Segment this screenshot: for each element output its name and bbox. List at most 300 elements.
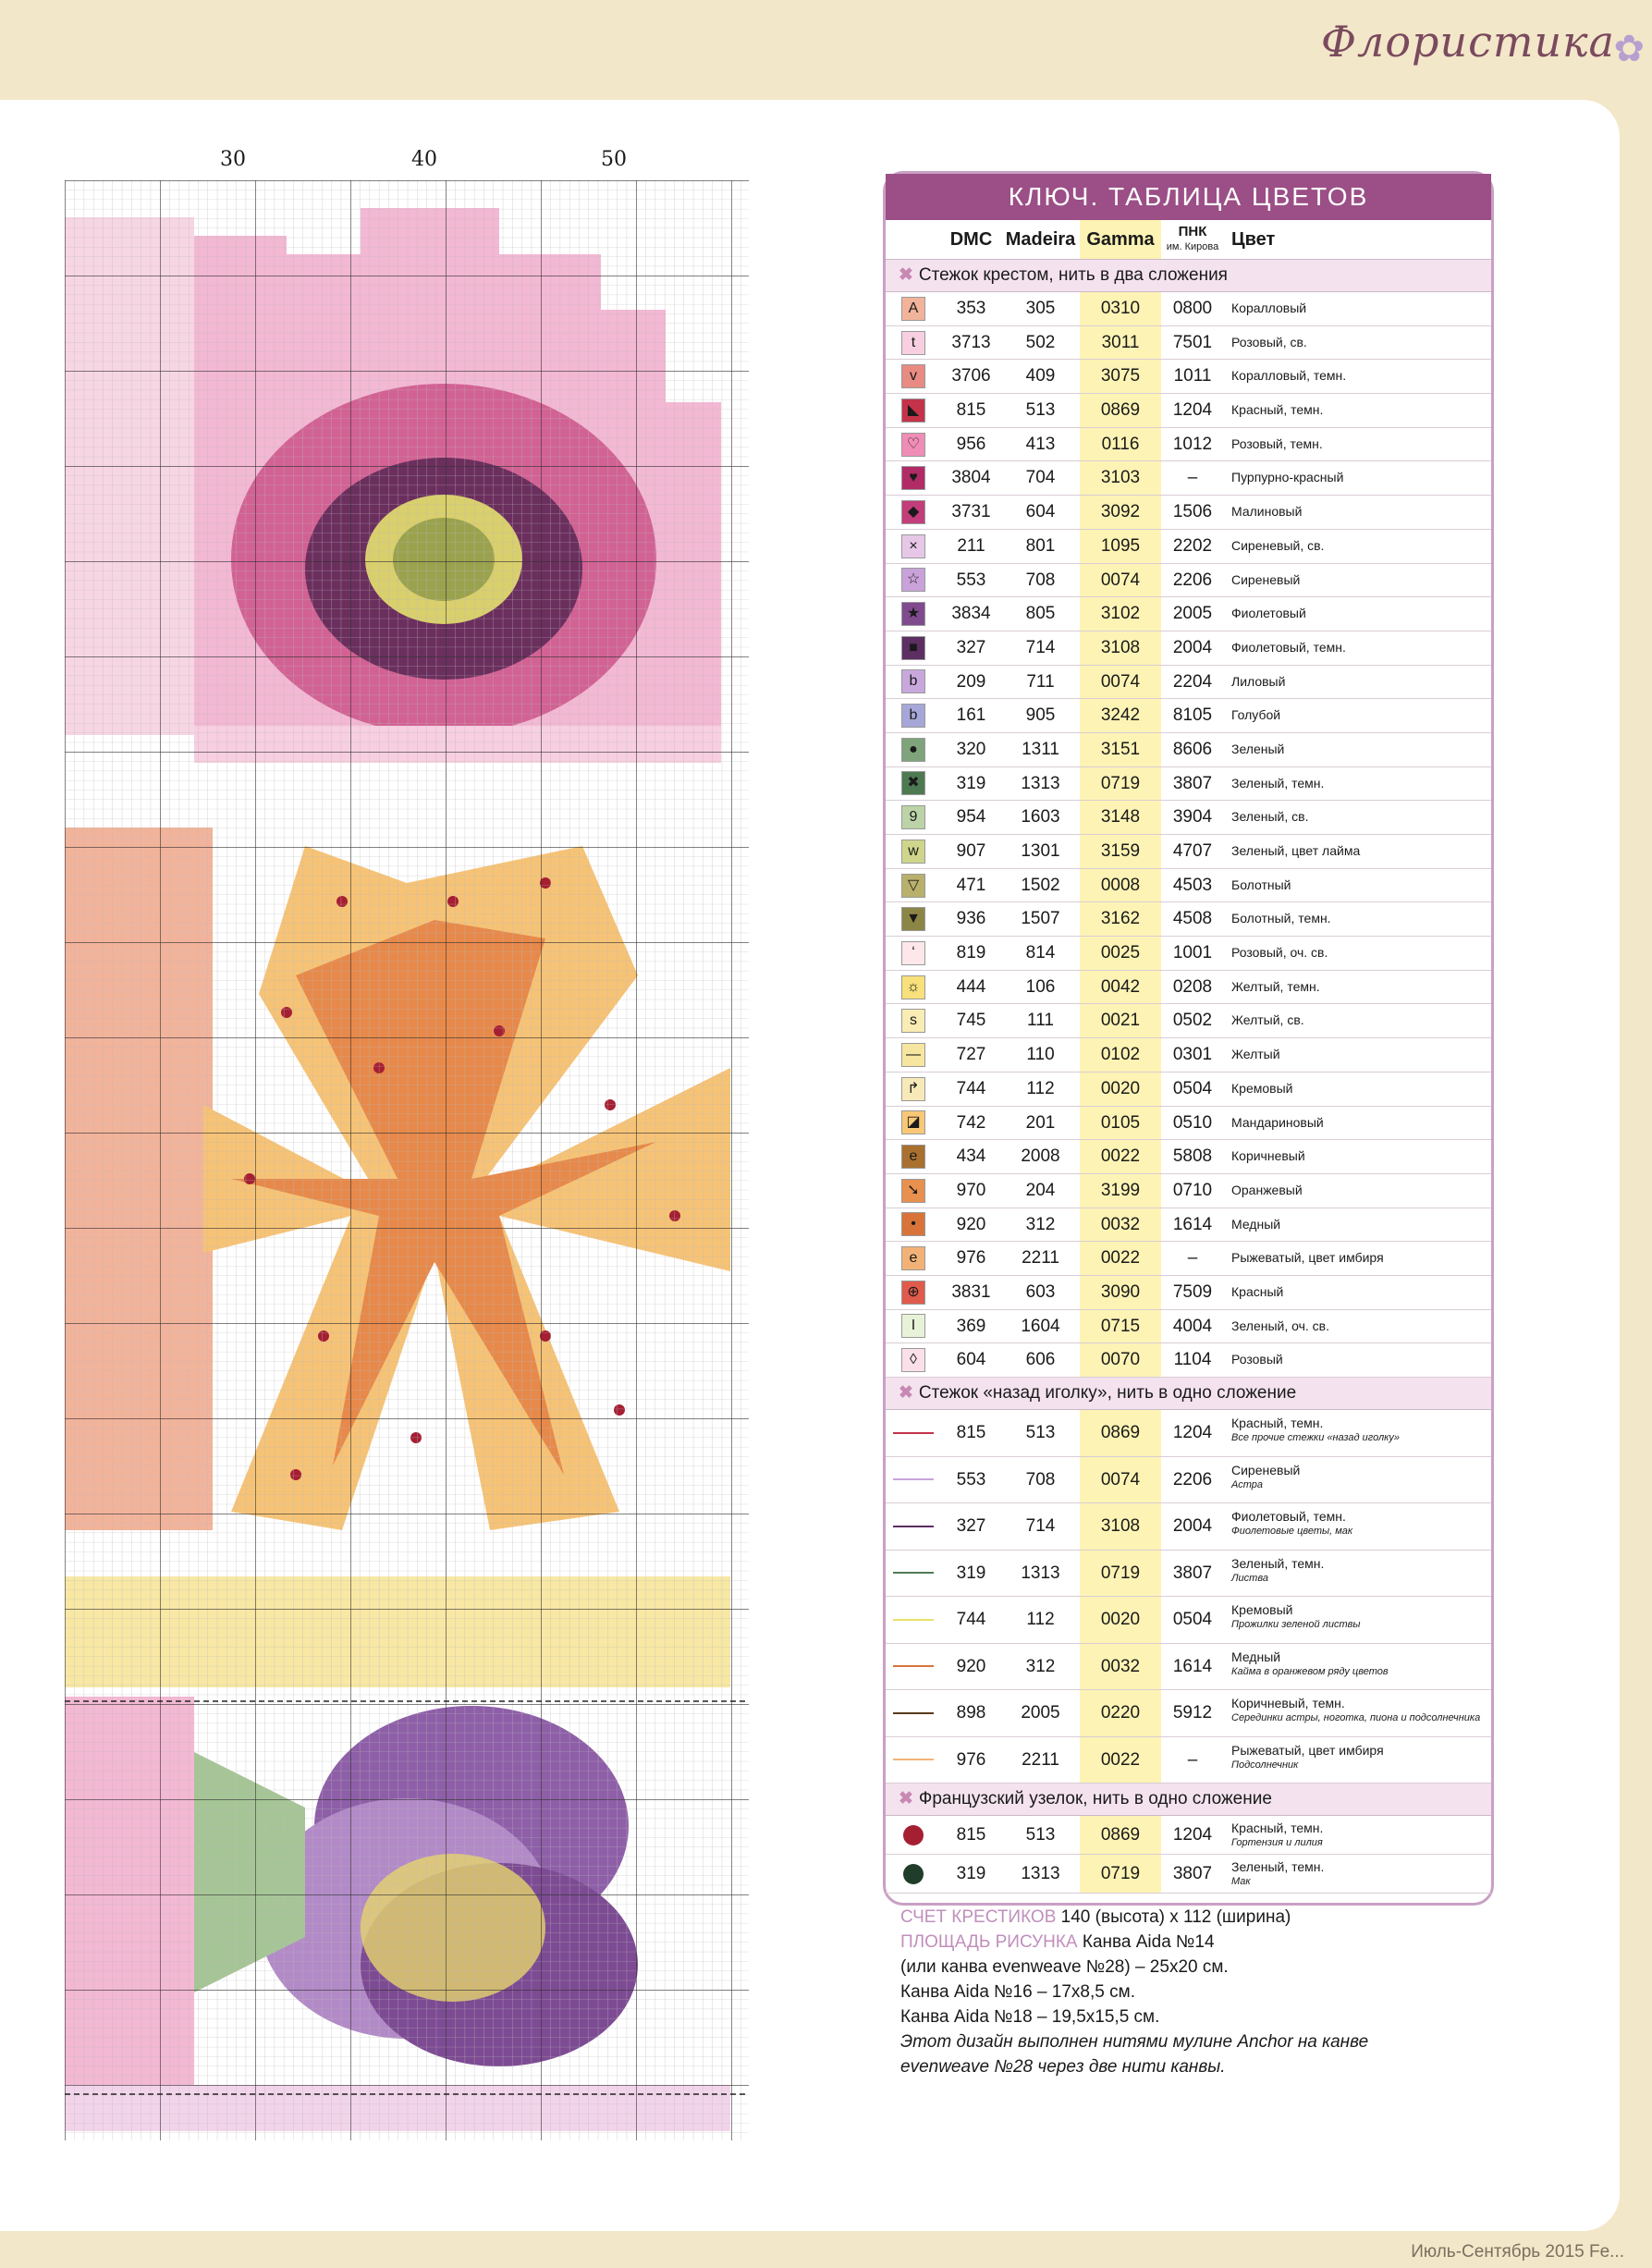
cross-mark-icon: ✖ [899, 1789, 913, 1808]
key-row [886, 801, 1491, 835]
french-knot-rows [886, 1816, 1491, 1894]
key-row [886, 1551, 1491, 1598]
stitch-symbol-icon: × [901, 534, 925, 558]
color-name-cell [1224, 1503, 1487, 1550]
color-name-cell: Розовый, темн. [1231, 435, 1323, 451]
pnk-cell: 1204 [1172, 1423, 1213, 1442]
dmc-cell: 553 [956, 1469, 986, 1490]
dmc-cell: 954 [956, 807, 986, 828]
dmc-cell: 815 [956, 400, 986, 421]
stitch-symbol-icon: ☆ [901, 568, 925, 592]
symbol-cell [886, 1276, 941, 1309]
dmc-cell: 319 [956, 1563, 986, 1583]
color-name: Кремовый [1231, 1602, 1293, 1617]
pnk-cell: 1204 [1172, 400, 1213, 421]
pnk-cell: 0301 [1172, 1045, 1213, 1065]
pnk-cell: 2005 [1172, 604, 1213, 624]
gamma-cell: 1095 [1080, 530, 1161, 563]
madeira-cell: 1313 [1021, 1864, 1060, 1883]
gamma-cell: 0869 [1080, 394, 1161, 427]
color-name-cell: Сиреневый [1231, 571, 1301, 587]
key-row [886, 1107, 1491, 1141]
usage-note: Астра [1231, 1478, 1263, 1490]
usage-note: Подсолнечник [1231, 1759, 1299, 1771]
stitch-symbol-icon: ↱ [901, 1077, 925, 1101]
key-column-headers [886, 220, 1491, 260]
key-row [886, 1644, 1491, 1691]
madeira-cell: 502 [1025, 332, 1056, 352]
pnk-cell: 7509 [1172, 1281, 1213, 1302]
key-title: КЛЮЧ. ТАБЛИЦА ЦВЕТОВ [886, 174, 1491, 220]
color-name-cell: Зеленый [1231, 741, 1285, 756]
madeira-cell: 708 [1025, 570, 1056, 590]
symbol-cell [886, 1816, 941, 1854]
symbol-cell [886, 1343, 941, 1377]
pnk-cell: 8606 [1172, 739, 1213, 759]
symbol-cell [886, 1310, 941, 1343]
color-name-cell [1224, 1551, 1487, 1597]
symbol-cell [886, 1457, 941, 1503]
notes-line-6: evenweave №28 через две нити канвы. [900, 2057, 1226, 2077]
dmc-cell: 3804 [951, 468, 991, 488]
color-name-cell: Зеленый, темн. [1231, 775, 1325, 791]
dmc-cell: 3713 [951, 332, 991, 352]
symbol-cell [886, 1107, 941, 1140]
color-name-cell: Лиловый [1231, 673, 1286, 689]
madeira-cell: 2008 [1021, 1146, 1060, 1167]
color-name-cell [1224, 1690, 1487, 1736]
madeira-cell: 704 [1025, 468, 1056, 488]
dmc-cell: 320 [956, 739, 986, 759]
symbol-cell [886, 733, 941, 766]
stitch-symbol-icon: ◪ [901, 1110, 925, 1134]
color-name-cell: Зеленый, св. [1231, 809, 1309, 825]
key-row [886, 666, 1491, 700]
symbol-cell [886, 496, 941, 529]
dmc-cell: 369 [956, 1316, 986, 1336]
key-row [886, 1690, 1491, 1737]
color-name: Медный [1231, 1649, 1281, 1664]
pnk-cell: 5808 [1172, 1146, 1213, 1167]
madeira-cell: 814 [1025, 943, 1056, 963]
stitch-symbol-icon: ♡ [901, 433, 925, 457]
symbol-cell [886, 1503, 941, 1550]
stitch-symbol-icon: 9 [901, 805, 925, 829]
symbol-cell [886, 530, 941, 563]
french-knot-header-label: Французский узелок, нить в одно сложение [918, 1789, 1272, 1808]
gamma-cell: 0032 [1080, 1208, 1161, 1242]
pnk-cell: 0510 [1172, 1112, 1213, 1133]
dmc-cell: 898 [956, 1703, 986, 1722]
stitch-count-value: 140 (высота) x 112 (ширина) [1060, 1907, 1291, 1927]
gamma-cell: 0074 [1080, 666, 1161, 699]
usage-note: Все прочие стежки «назад иголку» [1231, 1432, 1400, 1443]
key-row [886, 1457, 1491, 1504]
backstitch-header [886, 1378, 1491, 1410]
madeira-cell: 805 [1025, 604, 1056, 624]
dmc-cell: 956 [956, 434, 986, 454]
pnk-cell: 1614 [1172, 1214, 1213, 1234]
stitch-symbol-icon: ★ [901, 602, 925, 626]
pnk-cell: – [1187, 1749, 1198, 1770]
flower-icon: ✿ [1613, 29, 1645, 69]
key-row [886, 1242, 1491, 1276]
gamma-cell: 0719 [1080, 1551, 1161, 1597]
axis-tick-30: 30 [220, 148, 246, 171]
gamma-cell: 3092 [1080, 496, 1161, 529]
usage-note: Гортензия и лилия [1231, 1837, 1323, 1848]
gamma-cell: 0869 [1080, 1816, 1161, 1854]
area-line [900, 1930, 1476, 1955]
usage-note: Фиолетовые цветы, мак [1231, 1526, 1353, 1537]
pnk-cell: 5912 [1172, 1703, 1213, 1722]
color-name-cell: Мандариновый [1231, 1114, 1324, 1130]
color-name-cell: Коралловый [1231, 300, 1307, 315]
color-name-cell: Кремовый [1231, 1080, 1293, 1096]
madeira-cell: 708 [1025, 1469, 1056, 1490]
madeira-cell: 112 [1026, 1078, 1055, 1098]
madeira-cell: 409 [1025, 366, 1056, 386]
backstitch-line-icon [893, 1572, 934, 1574]
area-value: Канва Aida №14 [1082, 1932, 1215, 1952]
symbol-cell [886, 360, 941, 393]
madeira-cell: 1603 [1021, 807, 1060, 828]
gamma-cell: 3011 [1080, 326, 1161, 360]
symbol-cell [886, 1208, 941, 1242]
key-row [886, 394, 1491, 428]
color-name-cell: Рыжеватый, цвет имбиря [1231, 1250, 1384, 1266]
stitch-symbol-icon: b [901, 704, 925, 728]
col-pnk-sub: им. Кирова [1166, 241, 1219, 252]
symbol-cell [886, 631, 941, 665]
gamma-cell: 3151 [1080, 733, 1161, 766]
usage-note: Кайма в оранжевом ряду цветов [1231, 1665, 1389, 1677]
usage-note: Листва [1231, 1572, 1268, 1584]
stitch-symbol-icon: I [901, 1314, 925, 1338]
madeira-cell: 312 [1025, 1656, 1056, 1676]
key-row [886, 428, 1491, 462]
key-row [886, 835, 1491, 869]
col-pnk-label: ПНК [1178, 224, 1207, 239]
col-dmc: DMC [949, 229, 993, 250]
gamma-cell: 0022 [1080, 1140, 1161, 1173]
color-name-cell: Фиолетовый, темн. [1231, 639, 1346, 655]
pnk-cell: 3807 [1172, 1864, 1213, 1883]
key-row [886, 461, 1491, 496]
pnk-cell: 0504 [1172, 1610, 1213, 1629]
color-name-cell: Зеленый, оч. св. [1231, 1318, 1330, 1333]
key-row [886, 1038, 1491, 1073]
stitch-symbol-icon: A [901, 297, 925, 321]
madeira-cell: 1313 [1021, 1563, 1060, 1583]
pnk-cell: 1614 [1172, 1656, 1213, 1676]
key-row [886, 699, 1491, 733]
color-name-cell [1224, 1457, 1487, 1503]
footer-issue: Июль-Сентябрь 2015 Fe... [1411, 2242, 1624, 2262]
madeira-cell: 714 [1025, 637, 1056, 657]
key-row [886, 1503, 1491, 1551]
gamma-cell: 3102 [1080, 597, 1161, 631]
stitch-symbol-icon: • [901, 1212, 925, 1236]
pnk-cell: 1506 [1172, 502, 1213, 522]
gamma-cell: 0042 [1080, 971, 1161, 1004]
stitch-symbol-icon: ♥ [901, 466, 925, 490]
axis-tick-50: 50 [601, 148, 627, 171]
color-name-cell: Розовый, оч. св. [1231, 945, 1328, 961]
backstitch-line-icon [893, 1665, 934, 1667]
backstitch-line-icon [893, 1526, 934, 1527]
color-name: Фиолетовый, темн. [1231, 1509, 1346, 1524]
stitch-symbol-icon: ◆ [901, 500, 925, 524]
symbol-cell [886, 1551, 941, 1597]
gamma-cell: 0020 [1080, 1597, 1161, 1643]
dmc-cell: 976 [956, 1749, 986, 1770]
stitch-symbol-icon: ▼ [901, 907, 925, 931]
pnk-cell: 4508 [1172, 909, 1213, 929]
key-row [886, 1174, 1491, 1208]
usage-note: Серединки астры, ноготка, пиона и подсолнечника [1231, 1712, 1481, 1723]
symbol-cell [886, 666, 941, 699]
symbol-cell [886, 1073, 941, 1106]
symbol-cell [886, 1242, 941, 1275]
madeira-cell: 305 [1025, 299, 1056, 318]
backstitch-line-icon [893, 1712, 934, 1714]
symbol-cell [886, 902, 941, 936]
symbol-cell [886, 1140, 941, 1173]
key-row [886, 1140, 1491, 1174]
gamma-cell: 3075 [1080, 360, 1161, 393]
gamma-cell: 0021 [1080, 1004, 1161, 1037]
madeira-cell: 1604 [1021, 1316, 1060, 1336]
color-name-cell: Желтый, св. [1231, 1012, 1304, 1028]
color-key-table [883, 171, 1494, 2077]
dmc-cell: 920 [956, 1656, 986, 1676]
pnk-cell: 4707 [1172, 841, 1213, 861]
key-row [886, 1855, 1491, 1894]
symbol-cell [886, 869, 941, 902]
gamma-cell: 3162 [1080, 902, 1161, 936]
madeira-cell: 513 [1025, 1825, 1056, 1845]
color-name-cell: Красный, темн. [1231, 402, 1324, 418]
dmc-cell: 327 [956, 1516, 986, 1536]
gamma-cell: 0025 [1080, 937, 1161, 970]
key-row [886, 971, 1491, 1005]
col-symbol [886, 220, 941, 259]
madeira-cell: 606 [1025, 1350, 1056, 1370]
stitch-symbol-icon: b [901, 669, 925, 693]
key-row [886, 869, 1491, 903]
color-name-cell: Желтый, темн. [1231, 978, 1320, 994]
stitch-symbol-icon: ● [901, 738, 925, 762]
dmc-cell: 319 [956, 773, 986, 793]
symbol-cell [886, 326, 941, 360]
madeira-cell: 513 [1025, 400, 1056, 421]
gamma-cell: 0102 [1080, 1038, 1161, 1072]
color-name-cell: Желтый [1231, 1047, 1280, 1062]
dmc-cell: 936 [956, 909, 986, 929]
color-name-cell: Медный [1231, 1216, 1281, 1232]
key-row [886, 631, 1491, 666]
color-name: Рыжеватый, цвет имбиря [1231, 1742, 1384, 1758]
dmc-cell: 319 [956, 1864, 986, 1883]
color-name-cell [1224, 1737, 1487, 1784]
gamma-cell: 0869 [1080, 1410, 1161, 1456]
key-row [886, 1276, 1491, 1310]
stitch-symbol-icon: e [901, 1145, 925, 1169]
symbol-cell [886, 1855, 941, 1893]
gamma-cell: 3159 [1080, 835, 1161, 868]
madeira-cell: 714 [1025, 1516, 1056, 1536]
color-name-cell: Зеленый, цвет лайма [1231, 843, 1361, 858]
color-name: Сиреневый [1231, 1462, 1301, 1477]
madeira-cell: 1502 [1021, 875, 1060, 895]
color-name-cell [1224, 1816, 1487, 1854]
gamma-cell: 0020 [1080, 1073, 1161, 1106]
dmc-cell: 970 [956, 1180, 986, 1200]
key-row [886, 530, 1491, 564]
pattern-notes [886, 1894, 1491, 2090]
notes-line-2: (или канва evenweave №28) – 25x20 см. [900, 1957, 1229, 1977]
notes-line-5: Этот дизайн выполнен нитями мулине Anchor на канве [900, 2032, 1369, 2052]
gamma-cell: 3148 [1080, 801, 1161, 834]
key-row [886, 360, 1491, 394]
madeira-cell: 111 [1027, 1011, 1054, 1031]
pnk-cell: 3904 [1172, 807, 1213, 828]
symbol-cell [886, 699, 941, 732]
symbol-cell [886, 937, 941, 970]
color-name: Красный, темн. [1231, 1821, 1324, 1835]
symbol-cell [886, 428, 941, 461]
pnk-cell: 8105 [1172, 705, 1213, 726]
color-name-cell: Оранжевый [1231, 1182, 1303, 1197]
cross-stitch-rows [886, 292, 1491, 1378]
symbol-cell [886, 564, 941, 597]
usage-note: Мак [1231, 1876, 1251, 1887]
madeira-cell: 603 [1025, 1281, 1056, 1302]
dmc-cell: 444 [956, 976, 986, 997]
pnk-cell: – [1187, 1248, 1198, 1269]
dmc-cell: 353 [956, 299, 986, 318]
color-name-cell: Малиновый [1231, 504, 1303, 520]
dmc-cell: 209 [956, 671, 986, 692]
dmc-cell: 976 [956, 1248, 986, 1269]
gamma-cell: 3199 [1080, 1174, 1161, 1208]
madeira-cell: 112 [1026, 1610, 1055, 1629]
dmc-cell: 471 [956, 875, 986, 895]
symbol-cell [886, 1038, 941, 1072]
col-pnk [1161, 220, 1224, 259]
pnk-cell: 0710 [1172, 1180, 1213, 1200]
dmc-cell: 745 [956, 1011, 986, 1031]
cross-mark-icon: ✖ [899, 265, 913, 285]
dmc-cell: 3706 [951, 366, 991, 386]
backstitch-line-icon [893, 1478, 934, 1480]
key-row [886, 1004, 1491, 1038]
color-name-cell: Сиреневый, св. [1231, 537, 1325, 553]
pnk-cell: 0504 [1172, 1078, 1213, 1098]
madeira-cell: 905 [1025, 705, 1056, 726]
pnk-cell: 0800 [1172, 299, 1213, 318]
color-name-cell [1224, 1644, 1487, 1690]
dmc-cell: 744 [956, 1078, 986, 1098]
area-label: ПЛОЩАДЬ РИСУНКА [900, 1932, 1078, 1952]
symbol-cell [886, 835, 941, 868]
key-row [886, 1410, 1491, 1457]
stitch-symbol-icon: ◣ [901, 398, 925, 423]
cross-stitch-header [886, 260, 1491, 292]
cross-stitch-chart [65, 180, 749, 2140]
key-row [886, 496, 1491, 530]
stitch-symbol-icon: ➘ [901, 1179, 925, 1203]
section-title: Флористика [1320, 17, 1615, 67]
key-row [886, 1343, 1491, 1378]
pnk-cell: 0502 [1172, 1011, 1213, 1031]
stitch-symbol-icon: ■ [901, 636, 925, 660]
pnk-cell: 1104 [1173, 1350, 1212, 1370]
madeira-cell: 312 [1025, 1214, 1056, 1234]
gamma-cell: 3103 [1080, 461, 1161, 495]
pnk-cell: 7501 [1172, 332, 1213, 352]
stitch-count-label: СЧЕТ КРЕСТИКОВ [900, 1907, 1057, 1927]
color-name-cell: Коричневый [1231, 1148, 1305, 1164]
notes-line-3: Канва Aida №16 – 17x8,5 см. [900, 1982, 1135, 2002]
stitch-symbol-icon: e [901, 1246, 925, 1270]
color-name-cell [1224, 1855, 1487, 1893]
pnk-cell: 2206 [1172, 570, 1213, 590]
key-row [886, 564, 1491, 598]
symbol-cell [886, 971, 941, 1004]
pnk-cell: 3807 [1172, 1563, 1213, 1583]
gamma-cell: 3108 [1080, 1503, 1161, 1550]
french-knot-dot-icon [903, 1864, 924, 1884]
stitch-symbol-icon: ✖ [901, 771, 925, 795]
notes-line-4: Канва Aida №18 – 19,5x15,5 см. [900, 2007, 1160, 2027]
stitch-symbol-icon: t [901, 331, 925, 355]
pnk-cell: 1011 [1173, 366, 1212, 386]
stitch-symbol-icon: ⊕ [901, 1281, 925, 1305]
gamma-cell: 3108 [1080, 631, 1161, 665]
dmc-cell: 3831 [951, 1281, 991, 1302]
dmc-cell: 920 [956, 1214, 986, 1234]
gamma-cell: 0105 [1080, 1107, 1161, 1140]
symbol-cell [886, 1644, 941, 1690]
madeira-cell: 801 [1025, 535, 1056, 556]
symbol-cell [886, 461, 941, 495]
dmc-cell: 815 [956, 1423, 986, 1442]
symbol-cell [886, 1004, 941, 1037]
symbol-cell [886, 767, 941, 801]
gamma-cell: 0022 [1080, 1242, 1161, 1275]
dmc-cell: 327 [956, 637, 986, 657]
stitch-pattern-grid [65, 180, 749, 2140]
symbol-cell [886, 597, 941, 631]
pnk-cell: 2004 [1172, 637, 1213, 657]
key-row [886, 1208, 1491, 1243]
madeira-cell: 711 [1026, 671, 1055, 692]
symbol-cell [886, 801, 941, 834]
dmc-cell: 907 [956, 841, 986, 861]
dmc-cell: 815 [956, 1825, 986, 1845]
pnk-cell: 2202 [1172, 535, 1213, 556]
dmc-cell: 211 [957, 535, 985, 556]
color-name-cell: Фиолетовый [1231, 606, 1306, 621]
backstitch-line-icon [893, 1759, 934, 1760]
key-row [886, 767, 1491, 802]
gamma-cell: 0022 [1080, 1737, 1161, 1784]
gamma-cell: 3090 [1080, 1276, 1161, 1309]
madeira-cell: 1301 [1021, 841, 1060, 861]
dmc-cell: 161 [956, 705, 986, 726]
